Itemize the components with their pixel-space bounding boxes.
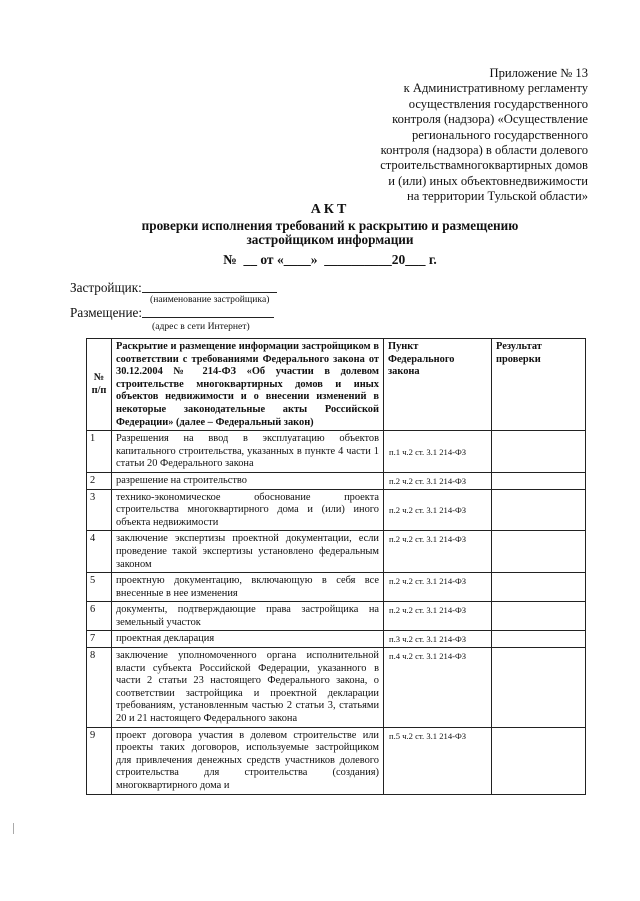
row-desc: проект договора участия в долевом строительстве или проекты таких договоров, используемые застройщиком для привлечения денежных средств участников долевого строительства для строительства (создания) многоквартирного дома и	[112, 727, 384, 794]
row-result	[492, 431, 586, 473]
row-num: 3	[87, 489, 112, 531]
table-row	[87, 648, 586, 728]
row-desc: разрешение на строительство	[112, 472, 384, 489]
appendix-line: строительствамногоквартирных домов	[380, 158, 588, 173]
table-row	[87, 531, 586, 573]
table-row	[87, 602, 586, 631]
row-result	[492, 727, 586, 794]
row-num: 2	[87, 472, 112, 489]
appendix-line: и (или) иных объектовнедвижимости	[388, 173, 588, 188]
developer-blank	[142, 280, 277, 293]
row-result	[492, 489, 586, 531]
row-result	[492, 573, 586, 602]
row-desc: технико-экономическое обоснование проекта строительства многоквартирного дома и (или) иного объекта недвижимости	[112, 489, 384, 531]
inspection-table	[86, 338, 586, 795]
appendix-line: Приложение № 13	[489, 66, 588, 80]
row-result	[492, 631, 586, 648]
row-point: п.2 ч.2 ст. 3.1 214-ФЗ	[384, 472, 492, 489]
developer-label: Застройщик:	[70, 280, 142, 295]
table-row	[87, 489, 586, 531]
table-header-row	[87, 339, 586, 431]
row-point: п.2 ч.2 ст. 3.1 214-ФЗ	[384, 531, 492, 573]
row-point: п.3 ч.2 ст. 3.1 214-ФЗ	[384, 631, 492, 648]
placement-hint: (адрес в сети Интернет)	[152, 321, 250, 332]
row-desc: проектную документацию, включающую в себя все внесенные в нее изменения	[112, 573, 384, 602]
table-row	[87, 431, 586, 473]
row-num: 9	[87, 727, 112, 794]
header-point: Пункт Федерального закона	[384, 339, 492, 431]
row-num: 4	[87, 531, 112, 573]
row-num: 7	[87, 631, 112, 648]
table-row	[87, 472, 586, 489]
row-point: п.2 ч.2 ст. 3.1 214-ФЗ	[384, 602, 492, 631]
appendix-line: контроля (надзора) в области долевого	[380, 143, 588, 158]
row-result	[492, 472, 586, 489]
header-desc: Раскрытие и размещение информации застройщиком в соответствии с требованиями Федерального закона от 30.12.2004 № 214-ФЗ «Об участии в долевом строительстве многоквартирных домов и иных объектов недвижимости и о внесении изменений в некоторые законодательные акты Российской Федерации» (далее – Федеральный закон)	[112, 339, 384, 431]
row-desc: заключение уполномоченного органа исполнительной власти субъекта Российской Федерации, указанного в части 2 статьи 23 настоящего Федерального закона, о соответствии застройщика и проектной декларации требованиям, установленным частью 2 статьи 3, статьями 20 и 21 настоящего Федерального закона	[112, 648, 384, 728]
placement-field	[70, 305, 274, 321]
table-row	[87, 727, 586, 794]
document-title	[90, 203, 570, 248]
placement-blank	[142, 305, 274, 318]
appendix-line: к Административному регламенту	[403, 81, 588, 96]
row-desc: заключение экспертизы проектной документации, если проведение такой экспертизы установлено федеральным законом	[112, 531, 384, 573]
inspection-table-wrap	[86, 338, 588, 901]
act-number-line: № __ от «____» __________20___ г.	[223, 252, 437, 267]
appendix-line: контроля (надзора) «Осуществление	[392, 112, 588, 127]
appendix-line: на территории Тульской области»	[407, 189, 588, 204]
title-line: проверки исполнения требований к раскрытию и размещению	[141, 217, 519, 233]
row-num: 5	[87, 573, 112, 602]
placement-label: Размещение:	[70, 305, 143, 320]
row-point: п.2 ч.2 ст. 3.1 214-ФЗ	[384, 489, 492, 531]
row-point: п.5 ч.2 ст. 3.1 214-ФЗ	[384, 727, 492, 794]
row-point: п.1 ч.2 ст. 3.1 214-ФЗ	[384, 431, 492, 473]
row-desc: проектная декларация	[112, 631, 384, 648]
header-num: № п/п	[87, 339, 112, 431]
scan-margin-mark	[13, 823, 14, 834]
row-num: 6	[87, 602, 112, 631]
title-line: застройщиком информации	[246, 232, 414, 248]
row-desc: документы, подтверждающие права застройщика на земельный участок	[112, 602, 384, 631]
header-result: Результат проверки	[492, 339, 586, 431]
appendix-header	[338, 66, 588, 205]
row-desc: Разрешения на ввод в эксплуатацию объектов капитального строительства, указанных в пункте 4 части 1 статьи 20 Федерального закона	[112, 431, 384, 473]
row-result	[492, 531, 586, 573]
row-point: п.2 ч.2 ст. 3.1 214-ФЗ	[384, 573, 492, 602]
row-num: 1	[87, 431, 112, 473]
row-point: п.4 ч.2 ст. 3.1 214-ФЗ	[384, 648, 492, 728]
appendix-line: регионального государственного	[411, 127, 588, 142]
table-row	[87, 573, 586, 602]
row-result	[492, 602, 586, 631]
row-num: 8	[87, 648, 112, 728]
title-akt: АКТ	[310, 202, 350, 217]
developer-hint: (наименование застройщика)	[150, 294, 270, 305]
appendix-line: осуществления государственного	[408, 96, 588, 111]
row-result	[492, 648, 586, 728]
table-row	[87, 631, 586, 648]
